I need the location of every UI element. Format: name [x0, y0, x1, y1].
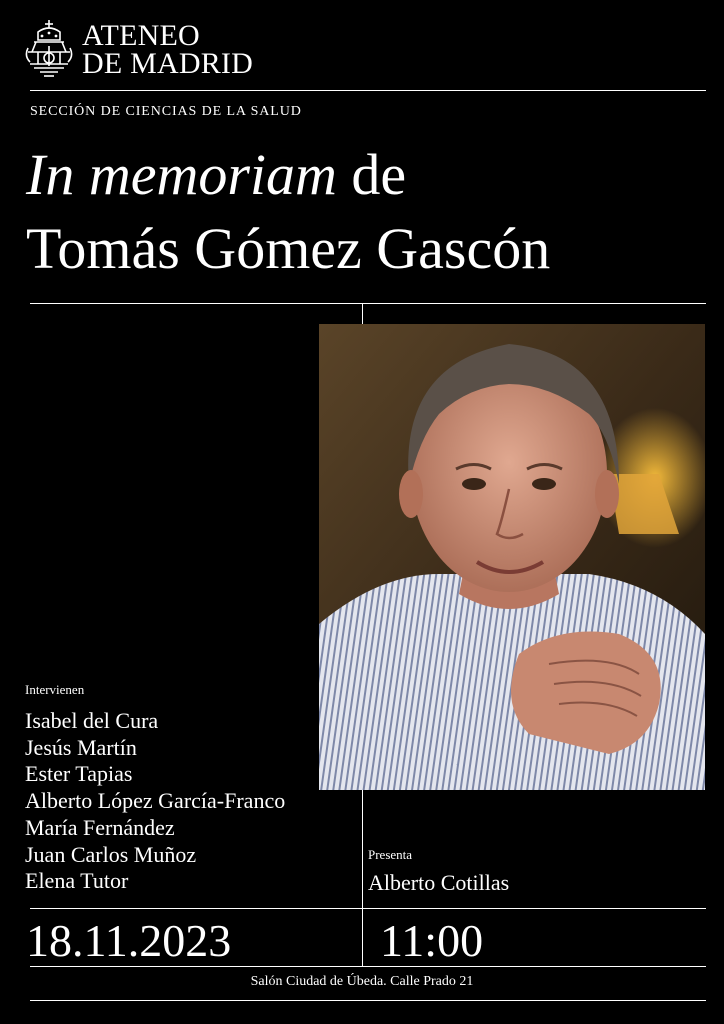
speaker-name: Isabel del Cura — [25, 708, 159, 733]
speaker-name: María Fernández — [25, 814, 175, 840]
center-tick — [362, 303, 363, 324]
logo-line-1: ATENEO — [82, 19, 200, 52]
speaker-name: Jesús Martín — [25, 734, 137, 760]
speaker-name: Juan Carlos Muñoz — [25, 841, 197, 867]
speaker-name: Ester Tapias — [25, 761, 133, 787]
divider-title — [30, 303, 706, 304]
title-italic: In memoriam — [26, 142, 337, 207]
title-connector: de — [351, 142, 407, 207]
event-venue: Salón Ciudad de Úbeda. Calle Prado 21 — [250, 974, 474, 989]
title-name: Tomás Gómez Gascón — [26, 216, 551, 281]
presenter-label: Presenta — [368, 847, 413, 862]
speakers-list — [25, 708, 285, 895]
ateneo-logo-text — [82, 19, 253, 80]
ateneo-crest-icon — [24, 18, 74, 80]
speaker-name: Elena Tutor — [25, 868, 129, 894]
speaker-name: Alberto López García-Franco — [25, 788, 286, 814]
portrait-photo — [319, 324, 705, 790]
divider-top — [30, 90, 706, 91]
presenter-name: Alberto Cotillas — [368, 870, 510, 895]
divider-date-bottom — [30, 966, 706, 967]
logo-line-2: DE MADRID — [82, 47, 253, 80]
speakers-label: Intervienen — [25, 682, 85, 697]
center-divider-lower — [362, 790, 363, 967]
title-line-1 — [26, 140, 406, 210]
divider-date-top — [30, 908, 706, 909]
event-time: 11:00 — [380, 915, 484, 966]
divider-bottom — [30, 1000, 706, 1001]
event-date: 18.11.2023 — [26, 915, 232, 966]
section-heading: SECCIÓN DE CIENCIAS DE LA SALUD — [30, 104, 302, 119]
